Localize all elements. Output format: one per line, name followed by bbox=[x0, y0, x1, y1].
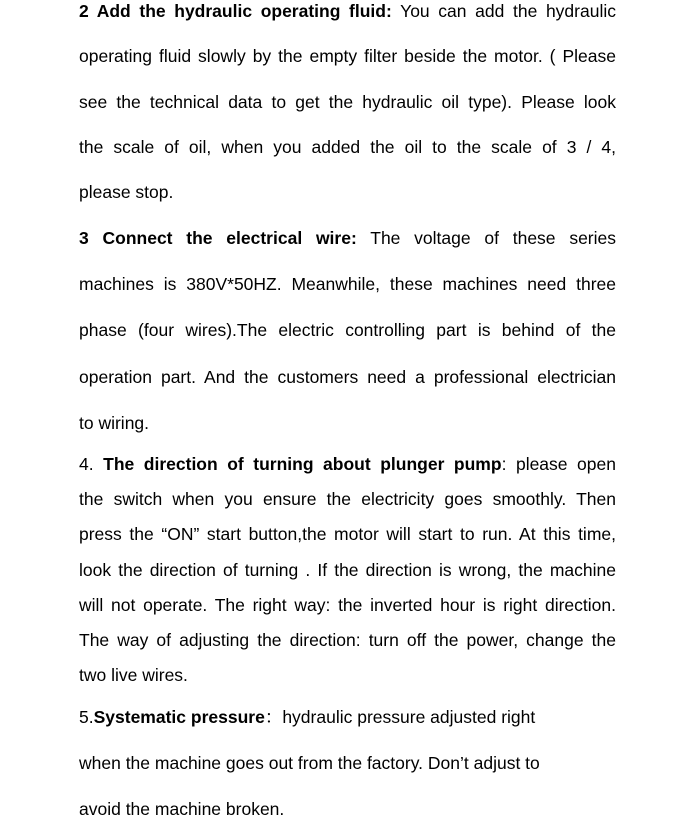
section-4-line-1 bbox=[79, 453, 616, 475]
section-4-heading: The direction of turning about plunger pump bbox=[103, 454, 502, 474]
section-5-line-1 bbox=[79, 706, 616, 728]
section-2-line-1 bbox=[79, 0, 616, 22]
section-5-line-1-text: ：hydraulic pressure adjusted right bbox=[264, 707, 536, 727]
section-4-line-6: The way of adjusting the direction: turn off the power, change the bbox=[79, 630, 616, 650]
section-3-heading: 3 Connect the electrical wire: bbox=[79, 228, 357, 248]
section-4-line-1-text: : please open bbox=[501, 454, 616, 474]
section-3-line-3: phase (four wires).The electric controlling part is behind of the bbox=[79, 320, 616, 340]
section-4-line-4: look the direction of turning . If the direction is wrong, the machine bbox=[79, 560, 616, 580]
section-5-number: 5. bbox=[79, 707, 94, 727]
section-2-line-1-text: You can add the hydraulic bbox=[391, 1, 616, 21]
section-2-line-4: the scale of oil, when you added the oil to the scale of 3 / 4, bbox=[79, 137, 616, 157]
section-2-line-3: see the technical data to get the hydraulic oil type). Please look bbox=[79, 92, 616, 112]
section-3-line-2: machines is 380V*50HZ. Meanwhile, these machines need three bbox=[79, 274, 616, 294]
section-3-line-1-text: The voltage of these series bbox=[356, 228, 616, 248]
section-3-line-5: to wiring. bbox=[79, 413, 150, 433]
section-5-line-2: when the machine goes out from the factory. Don’t adjust to bbox=[79, 753, 540, 773]
section-4-line-5: will not operate. The right way: the inverted hour is right direction. bbox=[79, 595, 616, 615]
section-3-line-4: operation part. And the customers need a professional electrician bbox=[79, 367, 616, 387]
section-4-line-2: the switch when you ensure the electricity goes smoothly. Then bbox=[79, 489, 616, 509]
section-4-number: 4. bbox=[79, 454, 104, 474]
section-2-line-2: operating fluid slowly by the empty filter beside the motor. ( Please bbox=[79, 46, 616, 66]
section-2-heading: 2 Add the hydraulic operating fluid: bbox=[79, 1, 392, 21]
section-3-line-1 bbox=[79, 227, 616, 249]
section-4-line-3: press the “ON” start button,the motor will start to run. At this time, bbox=[79, 524, 616, 544]
section-5-line-3: avoid the machine broken. bbox=[79, 799, 285, 819]
section-4-line-7: two live wires. bbox=[79, 665, 188, 685]
section-2-line-5: please stop. bbox=[79, 182, 174, 202]
section-5-heading: Systematic pressure bbox=[93, 707, 265, 727]
